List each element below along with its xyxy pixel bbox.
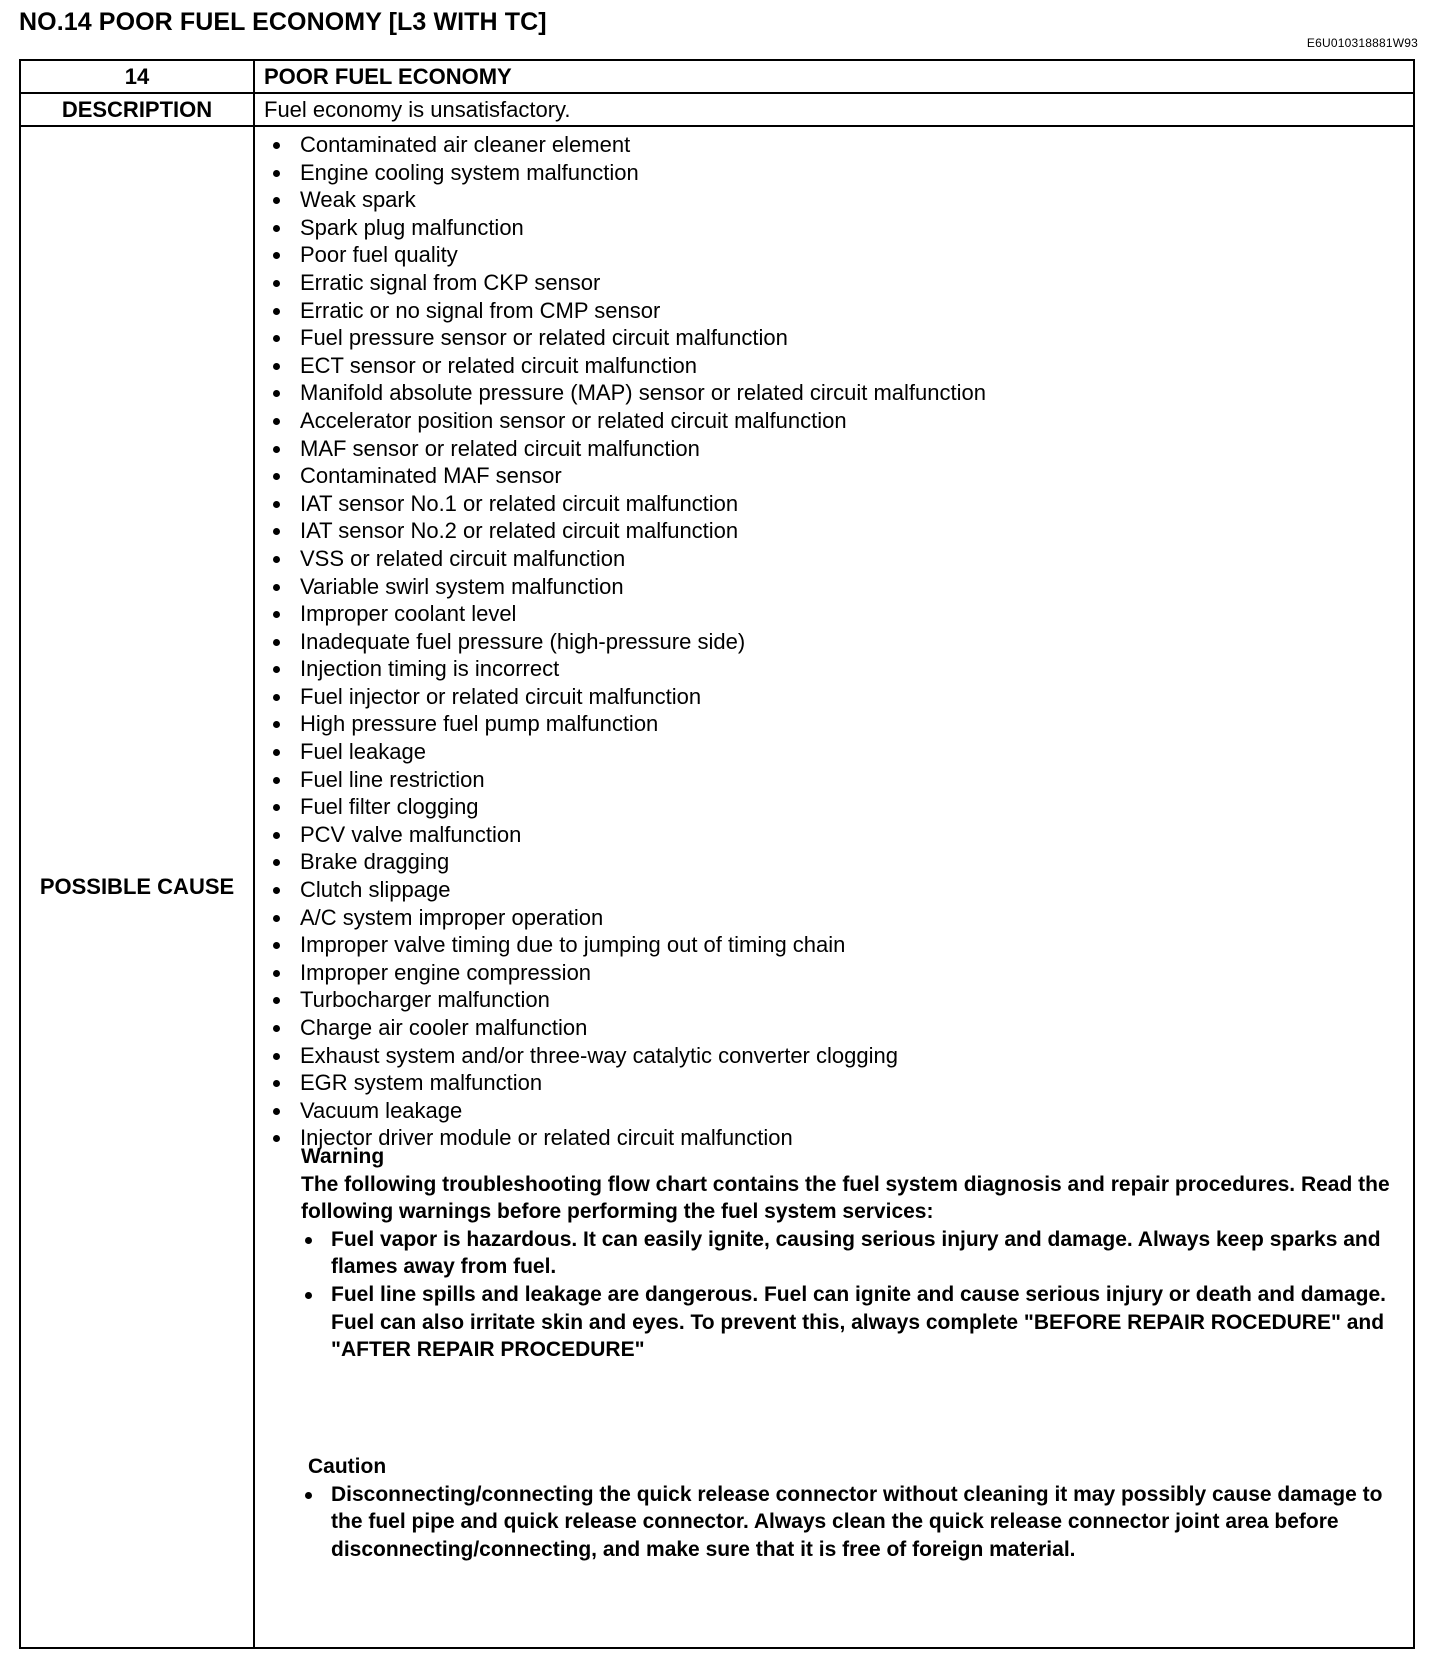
cause-item xyxy=(271,959,986,987)
cause-item-text: MAF sensor or related circuit malfunction xyxy=(300,435,700,461)
bullet-icon xyxy=(273,418,280,425)
cause-item-text: IAT sensor No.2 or related circuit malfunction xyxy=(300,518,739,544)
bullet-icon xyxy=(273,1053,280,1060)
bullet-icon xyxy=(273,1135,280,1142)
bullet-icon xyxy=(273,666,280,673)
cause-item xyxy=(271,876,986,904)
cause-item xyxy=(271,986,986,1014)
bullet-icon xyxy=(273,721,280,728)
cause-item-text: Variable swirl system malfunction xyxy=(300,573,624,599)
bullet-icon xyxy=(273,970,280,977)
caution-item xyxy=(301,1481,1393,1564)
cause-item-text: Contaminated MAF sensor xyxy=(300,463,562,489)
bullet-icon xyxy=(305,1492,312,1499)
cause-item-text: Inadequate fuel pressure (high-pressure side) xyxy=(300,628,746,654)
caution-title: Caution xyxy=(308,1455,387,1478)
description-text: Fuel economy is unsatisfactory. xyxy=(264,97,571,122)
symptom-name: POOR FUEL ECONOMY xyxy=(264,64,512,89)
warning-intro: The following troubleshooting flow chart contains the fuel system diagnosis and repair procedures. Read the following warnings before performing the fuel system services: xyxy=(301,1172,1390,1224)
bullet-icon xyxy=(273,694,280,701)
cause-item-text: Injector driver module or related circuit malfunction xyxy=(300,1125,793,1151)
bullet-icon xyxy=(273,170,280,177)
cause-item-text: Charge air cooler malfunction xyxy=(300,1015,588,1040)
bullet-icon xyxy=(273,556,280,563)
cause-item-text: A/C system improper operation xyxy=(300,904,604,930)
cause-item-text: Turbocharger malfunction xyxy=(300,987,550,1013)
bullet-icon xyxy=(273,942,280,949)
bullet-icon xyxy=(273,390,280,397)
bullet-icon xyxy=(273,887,280,894)
bullet-icon xyxy=(273,1080,280,1087)
cause-item-text: Improper valve timing due to jumping out of timing chain xyxy=(300,932,846,958)
warning-notice xyxy=(301,1143,1393,1364)
caution-item-text: Disconnecting/connecting the quick release connector without cleaning it may possibly cause damage to the fuel pipe and quick release connector. Always clean the quick release connector joint area before disconnecting/connecting, and make sure that it is free of foreign material. xyxy=(331,1482,1383,1561)
cause-item xyxy=(271,655,986,683)
cause-item xyxy=(271,821,986,849)
cause-item-text: Poor fuel quality xyxy=(300,242,458,268)
cause-item-text: Fuel injector or related circuit malfunction xyxy=(300,683,702,709)
cause-item xyxy=(271,628,986,656)
bullet-icon xyxy=(273,749,280,756)
possible-cause-content xyxy=(255,127,1413,1647)
warning-list xyxy=(301,1226,1393,1364)
bullet-icon xyxy=(273,1108,280,1115)
cause-item xyxy=(271,1014,986,1042)
cause-item xyxy=(271,159,986,187)
cause-list xyxy=(271,131,986,1152)
cause-item xyxy=(271,297,986,325)
cause-item xyxy=(271,324,986,352)
bullet-icon xyxy=(273,473,280,480)
cause-item-text: Fuel leakage xyxy=(300,739,426,765)
caution-notice xyxy=(308,1453,1393,1563)
warning-item xyxy=(301,1281,1393,1364)
bullet-icon xyxy=(273,528,280,535)
warning-title: Warning xyxy=(301,1145,385,1168)
cause-item xyxy=(271,1069,986,1097)
bullet-icon xyxy=(273,859,280,866)
cause-item-text: IAT sensor No.1 or related circuit malfunction xyxy=(300,490,739,516)
description-label: DESCRIPTION xyxy=(21,94,255,125)
cause-item xyxy=(271,352,986,380)
cause-item xyxy=(271,1097,986,1125)
cause-item-text: Vacuum leakage xyxy=(300,1097,463,1123)
warning-item xyxy=(301,1226,1393,1281)
cause-item-text: ECT sensor or related circuit malfunction xyxy=(300,352,697,378)
cause-item xyxy=(271,710,986,738)
cause-item-text: Contaminated air cleaner element xyxy=(300,132,631,157)
cause-item xyxy=(271,545,986,573)
bullet-icon xyxy=(273,1025,280,1032)
cause-item xyxy=(271,793,986,821)
bullet-icon xyxy=(273,142,280,149)
cause-item-text: Weak spark xyxy=(300,187,416,213)
bullet-icon xyxy=(273,584,280,591)
bullet-icon xyxy=(273,363,280,370)
warning-item-text: Fuel vapor is hazardous. It can easily ignite, causing serious injury and damage. Always keep sparks and flames away from fuel. xyxy=(331,1227,1381,1279)
caution-list xyxy=(308,1481,1393,1564)
troubleshooting-table xyxy=(19,59,1415,1649)
cause-item xyxy=(271,738,986,766)
cause-item-text: Erratic signal from CKP sensor xyxy=(300,269,601,295)
cause-item xyxy=(271,600,986,628)
cause-item-text: Fuel pressure sensor or related circuit malfunction xyxy=(300,325,788,351)
bullet-icon xyxy=(305,1237,312,1244)
description-row xyxy=(21,94,1413,127)
cause-item-text: Manifold absolute pressure (MAP) sensor or related circuit malfunction xyxy=(300,380,986,406)
cause-item xyxy=(271,214,986,242)
cause-item xyxy=(271,186,986,214)
bullet-icon xyxy=(273,252,280,259)
cause-item xyxy=(271,517,986,545)
cause-item-text: Improper coolant level xyxy=(300,601,517,627)
cause-item xyxy=(271,131,986,159)
cause-item-text: Engine cooling system malfunction xyxy=(300,159,639,185)
cause-item-text: VSS or related circuit malfunction xyxy=(300,545,626,571)
cause-item xyxy=(271,241,986,269)
bullet-icon xyxy=(273,335,280,342)
bullet-icon xyxy=(273,501,280,508)
symptom-number: 14 xyxy=(21,61,255,92)
bullet-icon xyxy=(273,225,280,232)
bullet-icon xyxy=(273,280,280,287)
bullet-icon xyxy=(273,804,280,811)
table-header-row xyxy=(21,61,1413,94)
cause-item-text: Erratic or no signal from CMP sensor xyxy=(300,297,661,323)
cause-item-text: Injection timing is incorrect xyxy=(300,656,560,682)
bullet-icon xyxy=(273,308,280,315)
cause-item xyxy=(271,269,986,297)
cause-item-text: Clutch slippage xyxy=(300,877,451,903)
cause-item-text: Brake dragging xyxy=(300,849,450,875)
bullet-icon xyxy=(305,1292,312,1299)
cause-item xyxy=(271,462,986,490)
cause-item-text: High pressure fuel pump malfunction xyxy=(300,711,659,737)
cause-item xyxy=(271,1042,986,1070)
bullet-icon xyxy=(273,915,280,922)
cause-item xyxy=(271,573,986,601)
cause-item-text: EGR system malfunction xyxy=(300,1070,543,1096)
cause-item xyxy=(271,407,986,435)
cause-item-text: Exhaust system and/or three-way catalytic converter clogging xyxy=(300,1042,898,1068)
cause-item-text: Improper engine compression xyxy=(300,959,592,985)
bullet-icon xyxy=(273,197,280,204)
cause-item xyxy=(271,683,986,711)
cause-item xyxy=(271,848,986,876)
cause-item xyxy=(271,904,986,932)
cause-item-text: Accelerator position sensor or related circuit malfunction xyxy=(300,407,847,433)
cause-item-text: Spark plug malfunction xyxy=(300,214,524,240)
cause-item-text: Fuel filter clogging xyxy=(300,794,479,820)
warning-item-text: Fuel line spills and leakage are dangerous. Fuel can ignite and cause serious injury or death and damage. Fuel can also irritate skin and eyes. To prevent this, always complete "BEFORE REPAIR ROCEDURE" and "AFTER REPAIR PROCEDURE" xyxy=(331,1282,1386,1362)
bullet-icon xyxy=(273,832,280,839)
cause-item xyxy=(271,766,986,794)
cause-item xyxy=(271,931,986,959)
bullet-icon xyxy=(273,611,280,618)
possible-cause-row xyxy=(21,127,1413,1647)
cause-item-text: PCV valve malfunction xyxy=(300,821,522,847)
cause-item xyxy=(271,435,986,463)
possible-cause-label: POSSIBLE CAUSE xyxy=(21,127,255,1647)
cause-item xyxy=(271,379,986,407)
cause-item xyxy=(271,490,986,518)
document-id: E6U010318881W93 xyxy=(1306,36,1418,50)
cause-item-text: Fuel line restriction xyxy=(300,766,485,792)
page-title: NO.14 POOR FUEL ECONOMY [L3 WITH TC] xyxy=(19,8,547,36)
bullet-icon xyxy=(273,777,280,784)
bullet-icon xyxy=(273,446,280,453)
bullet-icon xyxy=(273,639,280,646)
bullet-icon xyxy=(273,997,280,1004)
